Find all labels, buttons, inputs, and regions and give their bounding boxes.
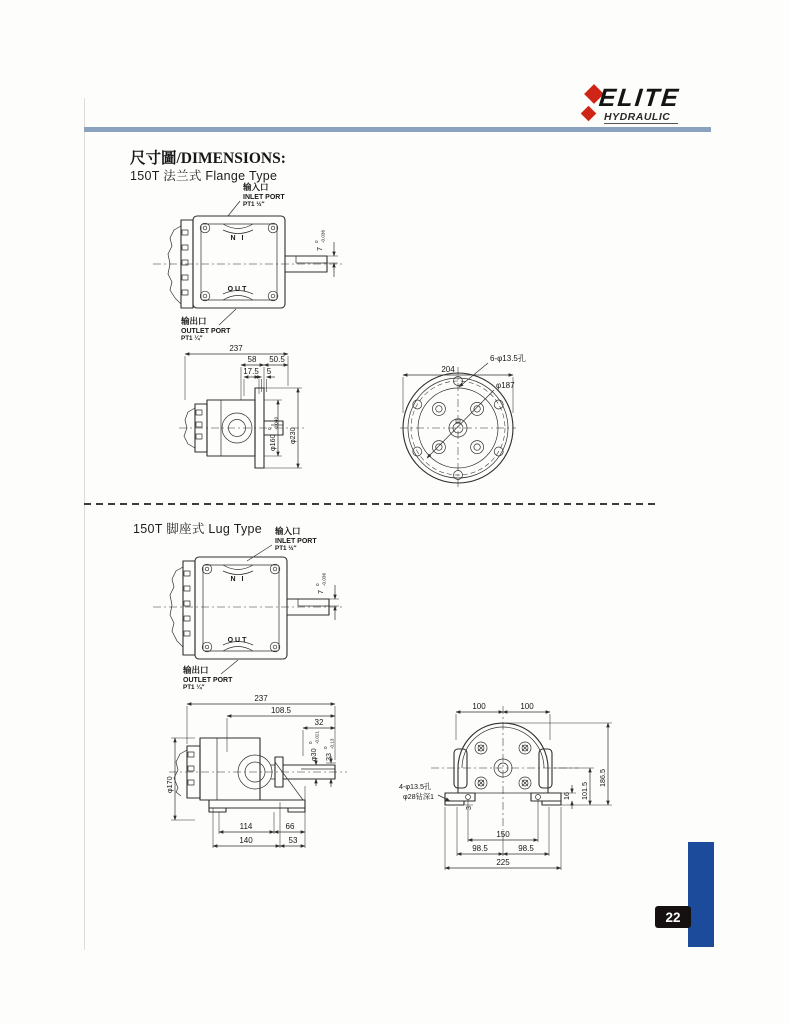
dim-shaft-dia: φ30 [309, 748, 318, 761]
dim-key-tol-hi: 0 [315, 583, 320, 586]
lug-rear-view [393, 690, 643, 885]
outlet-label-cn: 输出口 [181, 316, 207, 326]
dim-bolt-holes: 6-φ13.5孔 [490, 354, 526, 363]
lug-front-view [125, 690, 375, 865]
page-number-badge [655, 906, 691, 928]
dim-225: 225 [496, 858, 510, 867]
inlet-label-en: INLET PORT [275, 538, 317, 545]
shaft-key-dimension [315, 573, 339, 620]
dim-100-left: 100 [472, 702, 486, 711]
pump-body [168, 216, 285, 308]
dim-key-height: 33 [324, 753, 333, 761]
shaft-key-dimension [314, 230, 338, 277]
dim-3: 3 [464, 806, 473, 810]
dim-flange-od: φ230 [288, 427, 297, 444]
flange-front-view [125, 340, 375, 498]
lug-side-view [125, 524, 405, 702]
dim-114: 114 [239, 822, 253, 831]
dim-key-width: 7 [315, 247, 324, 251]
logo-title: ELITE [597, 84, 682, 112]
inlet-label-cn: 输入口 [243, 182, 269, 192]
dim-108-5: 108.5 [270, 706, 292, 715]
pump-body [179, 388, 305, 468]
dim-bcd: φ187 [496, 381, 515, 390]
dim-key-tol-lo: -0.13 [329, 738, 335, 749]
inlet-size: PT1 ½″ [275, 545, 297, 552]
page-number: 22 [665, 909, 681, 925]
dim-186-5: 186.5 [598, 769, 607, 787]
dim-58: 58 [247, 355, 257, 364]
dim-key-width: 7 [316, 590, 325, 594]
inlet-leader [247, 545, 272, 561]
port-mark-out: OUT [227, 637, 249, 644]
dim-17-5: 17.5 [243, 367, 259, 376]
brand-logo [573, 84, 723, 130]
dim-98-5-left: 98.5 [472, 844, 488, 853]
flange-side-view [125, 178, 405, 348]
logo-diamond-icon [581, 106, 597, 122]
dim-key-tol-lo: -0.036 [321, 572, 327, 586]
inlet-leader [228, 201, 240, 216]
port-mark-out: OUT [227, 286, 249, 293]
dimension-lines-top [187, 694, 336, 787]
inlet-size: PT1 ½″ [243, 201, 265, 208]
outlet-size: PT1 ¼″ [181, 335, 203, 342]
page-left-rule [84, 98, 85, 950]
dim-spigot-tol-lo: -0.040 [273, 416, 279, 430]
dimension-lines-bottom [213, 786, 305, 848]
outlet-label-en: OUTLET PORT [181, 328, 231, 335]
inlet-label-cn: 输入口 [275, 526, 301, 536]
dim-237: 237 [229, 344, 243, 353]
flange-rear-view [390, 345, 560, 495]
shaft [153, 599, 345, 615]
section-title-flange: 150T 法兰式 Flange Type [130, 169, 278, 183]
dim-32: 32 [314, 718, 324, 727]
dim-50-5: 50.5 [269, 355, 285, 364]
outlet-size: PT1 ¼″ [183, 684, 205, 691]
dim-body-dia: φ170 [165, 776, 174, 793]
dim-key-tol-hi: 0 [323, 746, 328, 749]
dim-5: 5 [266, 367, 272, 376]
page-title: 尺寸圖/DIMENSIONS: [130, 150, 286, 167]
pump-body [169, 738, 347, 812]
inlet-label-en: INLET PORT [243, 194, 285, 201]
dim-spigot-tol-hi: 0 [267, 427, 272, 430]
side-accent-bar [688, 842, 714, 947]
dim-spigot: φ160 [268, 434, 277, 451]
outlet-leader [219, 309, 236, 325]
dim-101-5: 101.5 [580, 782, 589, 800]
dim-100-right: 100 [520, 702, 534, 711]
outlet-leader [221, 660, 238, 674]
dimension-lines [185, 344, 288, 400]
dim-key-tol-hi: 0 [314, 240, 319, 243]
outlet-label-en: OUTLET PORT [183, 677, 233, 684]
dim-237: 237 [254, 694, 268, 703]
dim-204: 204 [441, 365, 455, 374]
dim-shaft-tol-hi: 0 [308, 741, 313, 744]
dim-foot-holes: 4-φ13.5孔 [399, 782, 432, 791]
logo-subtitle: HYDRAULIC [604, 111, 678, 124]
dim-key-tol-lo: -0.036 [320, 229, 326, 243]
outlet-label-cn: 输出口 [183, 665, 209, 675]
dim-16: 16 [562, 792, 571, 800]
dim-140: 140 [239, 836, 253, 845]
dim-150: 150 [496, 830, 510, 839]
dim-counterbore: φ28钻深1 [403, 792, 435, 801]
dim-66: 66 [285, 822, 295, 831]
port-mark-in: N I [230, 576, 246, 583]
section-divider [84, 503, 660, 505]
header-rule [84, 127, 711, 132]
dim-98-5-right: 98.5 [518, 844, 534, 853]
dim-53: 53 [288, 836, 298, 845]
port-mark-in: N I [230, 235, 246, 242]
body-diameter-dimension [165, 738, 195, 820]
dim-shaft-tol-lo: -0.021 [314, 730, 320, 744]
section-title-lug: 150T 脚座式 Lug Type [133, 522, 263, 536]
